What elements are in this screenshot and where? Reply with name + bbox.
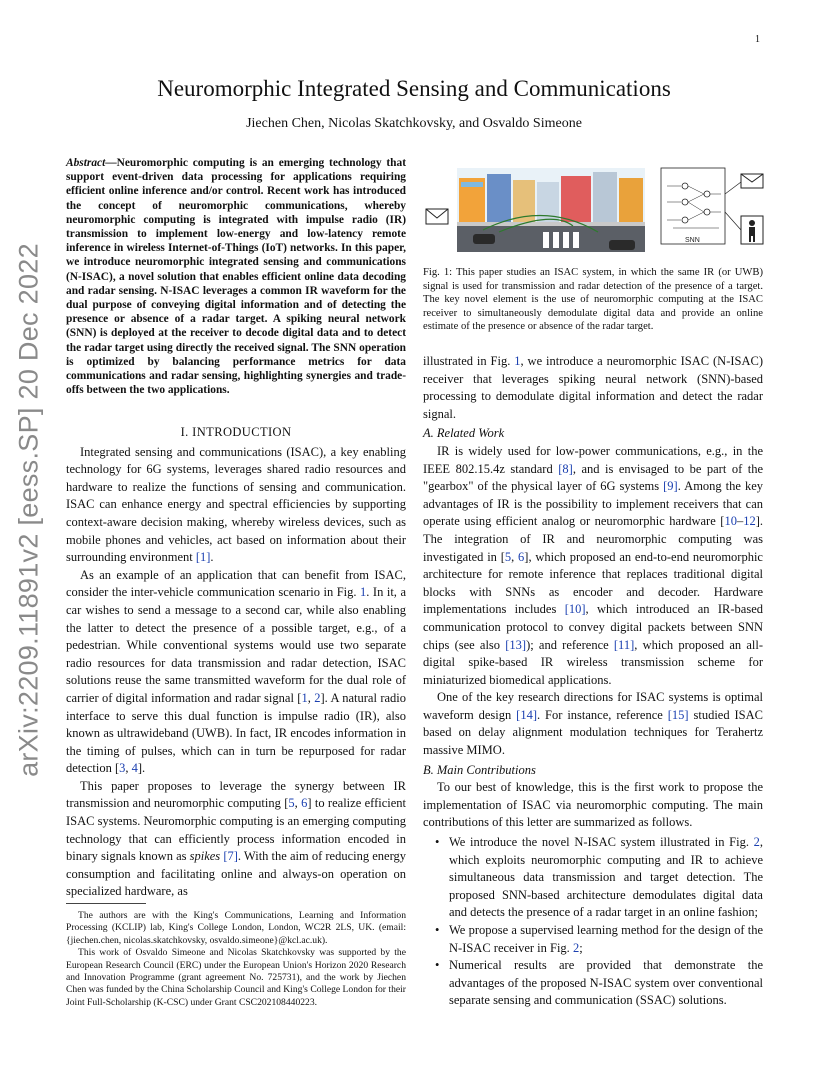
figure-ref-link[interactable]: 2 <box>572 940 580 955</box>
citation-link[interactable]: [11] <box>613 637 635 652</box>
citation-link[interactable]: [10] <box>564 602 586 617</box>
intro-paragraph-2: As an example of an application that can benefit from ISAC, consider the inter-vehicle communication scenario in Fig. 1. In it, a car wishes to send a message to a second car, while also enabling the latter to detect the presence of a possible target, e.g., of a pedestrian. While conventional systems would use two separate radio resources for data transmission and radar detection, ISAC solutions reuse the same transmitted waveform for the dual role of carrier of digital information and radar signal [1, 2]. A natural radio interface to serve this dual function is impulse radio (IR), also known as ultrawideband (UWB). In fact, IR encodes information in the timing of pulses, which can in turn be repurposed for radar detection [3, 4]. <box>66 567 407 776</box>
envelope-icon-right <box>741 174 763 188</box>
figure-1-illustration <box>423 160 765 264</box>
page-number: 1 <box>755 34 760 45</box>
citation-link[interactable]: [15] <box>667 707 689 722</box>
citation-link[interactable]: [8] <box>558 461 573 476</box>
subsection-heading-related-work: A. Related Work <box>423 426 505 441</box>
figure-ref-link[interactable]: 1 <box>514 354 521 368</box>
citation-link[interactable]: 5 <box>504 549 512 564</box>
related-work-paragraph-1: IR is widely used for low-power communications, e.g., in the IEEE 802.15.4z standard [8], and is envisaged to be part of the "gearbox" of the physical layer of 6G systems [9]. Among the key advantages of IR is the possibility to implement receivers that can operate using efficient analog or neuromorphic hardware [10–12]. The integration of IR and neuromorphic computing was investigated in [5, 6], which proposed an end-to-end neuromorphic architecture for remote inference that replaces traditional digital blocks with SNNs as encoder and decoder. Hardware implementations includes [10], which introduced an IR-based communication protocol to convey digital packets between SNN chips (see also [13]); and reference [11], which proposed an all-digital spike-based IR wireless transmission scheme for miniaturized biomedical applications. <box>423 443 764 687</box>
citation-link[interactable]: [7] <box>223 849 238 864</box>
footnote-affiliation: The authors are with the King's Communications, Learning and Information Processing (KCLIP) lab, King's College London, London, WC2R 2LS, UK. (email:{jiechen.chen, nicolas.skatchkovsky, osvaldo.simeone}@kcl.ac.uk). <box>66 910 406 946</box>
citation-link[interactable]: 2 <box>314 690 321 705</box>
snn-label: SNN <box>685 237 700 244</box>
footnote-rule <box>66 903 146 904</box>
arxiv-stamp[interactable] <box>13 243 44 777</box>
abstract-label: Abstract <box>66 157 106 169</box>
citation-link[interactable]: 12 <box>743 514 756 529</box>
intro-paragraph-3: This paper proposes to leverage the synergy between IR transmission and neuromorphic computing [5, 6] to realize efficient ISAC systems. Neuromorphic computing is an emerging computing technology that can efficiently process information encoded in binary signals known as spikes [7]. With the aim of reducing energy consumption and facilitating online and always-on operation on specialized hardware, as <box>66 778 407 899</box>
pedestrian-icon <box>741 216 763 244</box>
list-item: • Numerical results are provided that demonstrate the advantages of the proposed N-ISAC system over conventional separate sensing and communication (SSAC) solutions. <box>449 957 763 1010</box>
footnote-funding: This work of Osvaldo Simeone and Nicolas Skatchkovsky was supported by the European Research Council (ERC) under the European Union's Horizon 2020 Research and Innovation Programme (grant agreement No. 725731), and the work by Jiechen Chen was funded by the China Scholarship Council and King's College London for their Joint Full-Scholarship (K-CSC) under Grant CSC202108440223. <box>66 947 406 1008</box>
snn-diagram <box>661 168 725 244</box>
list-item: • We propose a supervised learning method for the design of the N-ISAC receiver in Fig. 2; <box>449 922 763 957</box>
intro-paragraph-1: Integrated sensing and communications (ISAC), a key enabling technology for 6G systems, leverages shared radio resources and hardware to realize the functions of sensing and communication. ISAC can enhance energy and spectral efficiencies by supporting context-aware decision making, whereby wireless devices, such as mobile phones and vehicles, act based on information about their surrounding environment [1]. <box>66 444 406 565</box>
citation-link[interactable]: 4 <box>131 761 138 776</box>
figure-1-caption: Fig. 1: This paper studies an ISAC system, in which the same IR (or UWB) signal is used for transmission and radar detection of the presence of a target. The key novel element is the use of neuromorphic computing at the ISAC receiver to simultaneously demodulate digital data and provide an online estimate of the presence or absence of the radar target. <box>423 267 763 332</box>
citation-link[interactable]: 3 <box>119 761 126 776</box>
related-work-paragraph-2: One of the key research directions for ISAC systems is optimal waveform design [14]. For instance, reference [15] studied ISAC based on delay alignment modulation techniques for Terahertz massive MIMO. <box>423 690 763 758</box>
figure-ref-link[interactable]: 1 <box>360 585 367 600</box>
citation-link[interactable]: 6 <box>301 796 308 811</box>
figure-ref-link[interactable]: 2 <box>753 835 760 850</box>
main-contributions-intro: To our best of knowledge, this is the first work to propose the implementation of ISAC via neuromorphic computing. The main contributions of this letter are summarized as follows. <box>423 780 763 830</box>
arxiv-identifier[interactable]: arXiv:2209.11891v2 [eess.SP] 20 Dec 2022 <box>13 243 44 777</box>
citation-link[interactable]: 5 <box>288 796 295 811</box>
figure-1 <box>423 160 765 264</box>
contributions-list <box>423 834 763 1010</box>
right-column <box>423 353 763 1010</box>
street-scene <box>457 168 645 252</box>
citation-link[interactable]: [9] <box>663 479 678 494</box>
continuation-paragraph: illustrated in Fig. 1, we introduce a neuromorphic ISAC (N-ISAC) receiver that leverages spiking neural network (SNN)-based processing to demodulate digital information and detect the radar signal. <box>423 354 764 421</box>
list-item: • We introduce the novel N-ISAC system illustrated in Fig. 2, which exploits neuromorphic computing and IR to achieve simultaneous data transmission and target detection. The proposed SNN-based architecture demodulates digital data and detects the presence of a radar target in an online fashion; <box>449 834 763 922</box>
left-column <box>66 414 406 901</box>
paper-title: Neuromorphic Integrated Sensing and Communications <box>157 76 671 101</box>
citation-link[interactable]: 10 <box>724 514 737 529</box>
citation-link[interactable]: 1 <box>301 690 308 705</box>
author-list: Jiechen Chen, Nicolas Skatchkovsky, and Osvaldo Simeone <box>246 116 582 131</box>
footnote <box>66 910 406 1009</box>
envelope-icon-left <box>426 209 448 224</box>
citation-link[interactable]: [14] <box>516 707 537 722</box>
section-heading-introduction: I. INTRODUCTION <box>180 425 292 439</box>
abstract <box>66 156 406 397</box>
subsection-heading-main-contributions: B. Main Contributions <box>423 762 536 777</box>
citation-link[interactable]: 6 <box>518 549 525 564</box>
citation-link[interactable]: [1] <box>195 550 211 565</box>
citation-link[interactable]: [13] <box>505 637 527 652</box>
abstract-text: —Neuromorphic computing is an emerging technology that support event-driven data processing for applications requiring efficient online inference and/or control. Recent work has introduced the concept of neuromorphic communications, whereby neuromorphic computing is integrated with impulse radio (IR) transmission to implement low-energy and low-latency remote inference in wireless Internet-of-Things (IoT) networks. In this paper, we introduce neuromorphic integrated sensing and communications (N-ISAC), a novel solution that enables efficient online data decoding and radar sensing. N-ISAC leverages a common IR waveform for the dual purpose of conveying digital information and of detecting the presence or absence of a radar target. A spiking neural network (SNN) is deployed at the receiver to decode digital data and to detect the radar target using directly the received signal. The SNN operation is optimized by balancing performance metrics for data communications and radar sensing, highlighting synergies and trade-offs between the two applications. <box>66 157 406 397</box>
